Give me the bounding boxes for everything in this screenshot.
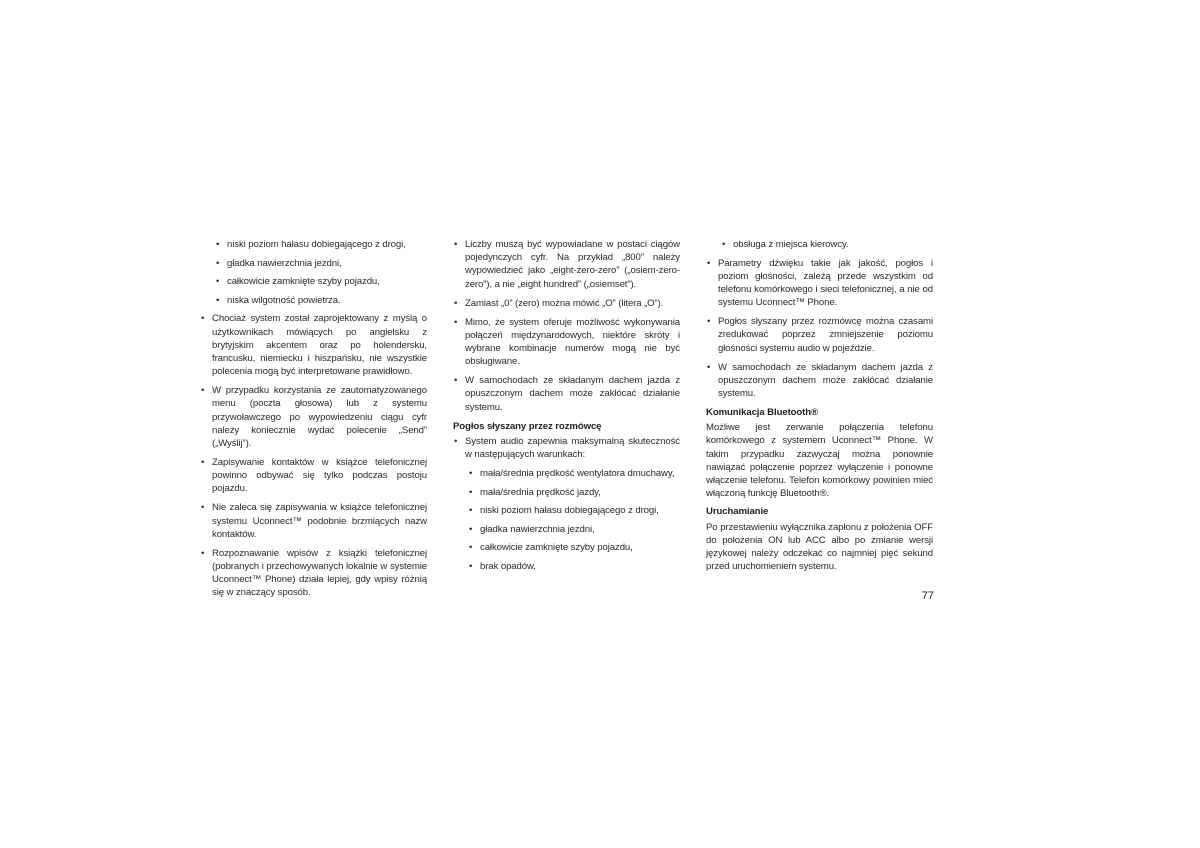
sub-bullet-text: obsługa z miejsca kierowcy. <box>733 239 849 250</box>
bullet-icon: • <box>469 505 473 517</box>
sub-bullet-item <box>706 238 933 251</box>
bullet-icon: • <box>707 316 711 328</box>
bullet-icon: • <box>454 239 458 250</box>
bullet-icon: • <box>216 276 220 288</box>
bullet-item <box>453 435 680 461</box>
sub-bullet-text: całkowicie zamknięte szyby pojazdu, <box>227 276 380 288</box>
bullet-text: Liczby muszą być wypowiadane w postaci ciągów pojedynczych cyfr. Na przykład „800” należy wypowiedzieć jako „eight-zero-zero” („osiem-zero-zero”), a nie „eight hundred” („osiemset”). <box>465 239 680 290</box>
sub-bullet-text: niski poziom hałasu dobiegającego z drogi, <box>227 239 406 250</box>
bullet-text: Chociaż system został zaprojektowany z myślą o użytkownikach mówiących po angielsku z brytyjskim akcentem oraz po holendersku, francusku, niemiecku i hiszpańsku, nie wszystkie polecenia mogą być interpretowane prawidłowo. <box>212 313 427 378</box>
bullet-icon: • <box>454 375 458 387</box>
section-paragraph-startup: Po przestawieniu wyłącznika zapłonu z położenia OFF do położenia ON lub ACC albo po zmianie wersji językowej należy odczekać co najmniej pięć sekund przed uruchomieniem systemu. <box>706 521 933 573</box>
bullet-icon: • <box>469 542 473 554</box>
sub-bullet-text: gładka nawierzchnia jezdni, <box>480 523 595 535</box>
bullet-item <box>706 361 933 401</box>
bullet-text: W przypadku korzystania ze zautomatyzowanego menu (poczta głosowa) lub z systemu przywoławczego po wypowiedzeniu ciągu cyfr należy koniecznie wydać polecenie „Send” („Wyślij”). <box>212 385 427 449</box>
bullet-text: W samochodach ze składanym dachem jazda z opuszczonym dachem może zakłócać działanie systemu. <box>465 375 680 413</box>
sub-bullet-item <box>200 294 427 307</box>
bullet-icon: • <box>201 385 205 397</box>
column-middle <box>453 238 680 579</box>
sub-bullet-item <box>453 486 680 499</box>
bullet-text: System audio zapewnia maksymalną skuteczność w następujących warunkach: <box>465 435 680 461</box>
bullet-item <box>200 456 427 496</box>
bullet-item <box>453 297 680 310</box>
page-number: 77 <box>921 590 934 602</box>
bullet-icon: • <box>201 313 205 325</box>
bullet-icon: • <box>216 294 220 306</box>
bullet-text: Rozpoznawanie wpisów z książki telefonicznej (pobranych i przechowywanych lokalnie w systemie Uconnect™ Phone) działa lepiej, gdy wpisy różnią się w znaczący sposób. <box>212 547 427 599</box>
bullet-text: Pogłos słyszany przez rozmówcę można czasami zredukować poprzez zmniejszenie poziomu głośności systemu audio w pojeździe. <box>718 316 933 354</box>
bullet-icon: • <box>216 257 220 269</box>
sub-bullet-item <box>453 504 680 517</box>
bullet-icon: • <box>469 561 473 572</box>
bullet-icon: • <box>469 523 473 535</box>
section-heading-startup: Uruchamianie <box>706 506 769 518</box>
section-heading: Pogłos słyszany przez rozmówcę <box>453 420 602 432</box>
bullet-text: Zamiast „0” (zero) można mówić „O” (litera „O”). <box>465 297 664 309</box>
bullet-text: Nie zaleca się zapisywania w książce telefonicznej systemu Uconnect™ podobnie brzmiących nazw kontaktów. <box>212 502 427 540</box>
sub-bullet-text: całkowicie zamknięte szyby pojazdu, <box>480 542 633 554</box>
bullet-text: W samochodach ze składanym dachem jazda z opuszczonym dachem może zakłócać działanie systemu. <box>718 361 933 400</box>
sub-bullet-text: brak opadów, <box>480 561 536 572</box>
bullet-item <box>200 384 427 450</box>
sub-bullet-item <box>453 467 680 480</box>
bullet-icon: • <box>722 239 726 250</box>
bullet-item <box>200 312 427 378</box>
sub-bullet-item <box>453 541 680 554</box>
bullet-item <box>200 501 427 541</box>
sub-bullet-text: niska wilgotność powietrza. <box>227 294 341 306</box>
bullet-item <box>706 257 933 310</box>
bullet-icon: • <box>469 486 473 498</box>
sub-bullet-item <box>453 560 680 573</box>
bullet-item <box>453 374 680 414</box>
sub-bullet-text: niski poziom hałasu dobiegającego z drogi, <box>480 505 659 517</box>
sub-bullet-text: mała/średnia prędkość jazdy, <box>480 486 601 498</box>
sub-bullet-text: gładka nawierzchnia jezdni, <box>227 257 342 269</box>
bullet-icon: • <box>454 435 458 447</box>
column-right <box>706 238 933 578</box>
bullet-icon: • <box>454 297 458 309</box>
bullet-icon: • <box>216 239 220 250</box>
bullet-item <box>453 238 680 291</box>
bullet-text: Mimo, że system oferuje możliwość wykonywania połączeń międzynarodowych, niektóre skróty i wybrane kombinacje numerów mogą nie być obsługiwane. <box>465 316 680 368</box>
bullet-icon: • <box>707 361 711 373</box>
bullet-icon: • <box>469 468 473 480</box>
bullet-item <box>453 316 680 369</box>
bullet-icon: • <box>201 457 205 468</box>
bullet-item <box>200 547 427 600</box>
sub-bullet-item <box>200 238 427 251</box>
column-left <box>200 238 427 605</box>
bullet-item <box>706 315 933 355</box>
bullet-text: Parametry dźwięku takie jak jakość, pogłos i poziom głośności, zależą przede wszystkim od telefonu komórkowego i sieci telefonicznej, a nie od systemu Uconnect™ Phone. <box>718 257 933 309</box>
bullet-icon: • <box>201 502 205 514</box>
section-heading-bluetooth: Komunikacja Bluetooth® <box>706 407 819 419</box>
bullet-icon: • <box>454 316 458 328</box>
sub-bullet-item <box>453 523 680 536</box>
bullet-text: Zapisywanie kontaktów w książce telefonicznej powinno odbywać się tylko podczas postoju pojazdu. <box>212 457 427 495</box>
sub-bullet-item <box>200 257 427 270</box>
section-paragraph-bluetooth: Możliwe jest zerwanie połączenia telefonu komórkowego z systemem Uconnect™ Phone. W takim przypadku zazwyczaj można ponownie nawiązać połączenie poprzez wyłączenie i ponowne włączenie telefonu. Telefon komórkowy powinien mieć włączoną funkcję Bluetooth®. <box>706 422 933 500</box>
sub-bullet-text: mała/średnia prędkość wentylatora dmuchawy, <box>480 468 675 480</box>
bullet-icon: • <box>201 547 205 559</box>
sub-bullet-item <box>200 275 427 288</box>
bullet-icon: • <box>707 257 711 269</box>
